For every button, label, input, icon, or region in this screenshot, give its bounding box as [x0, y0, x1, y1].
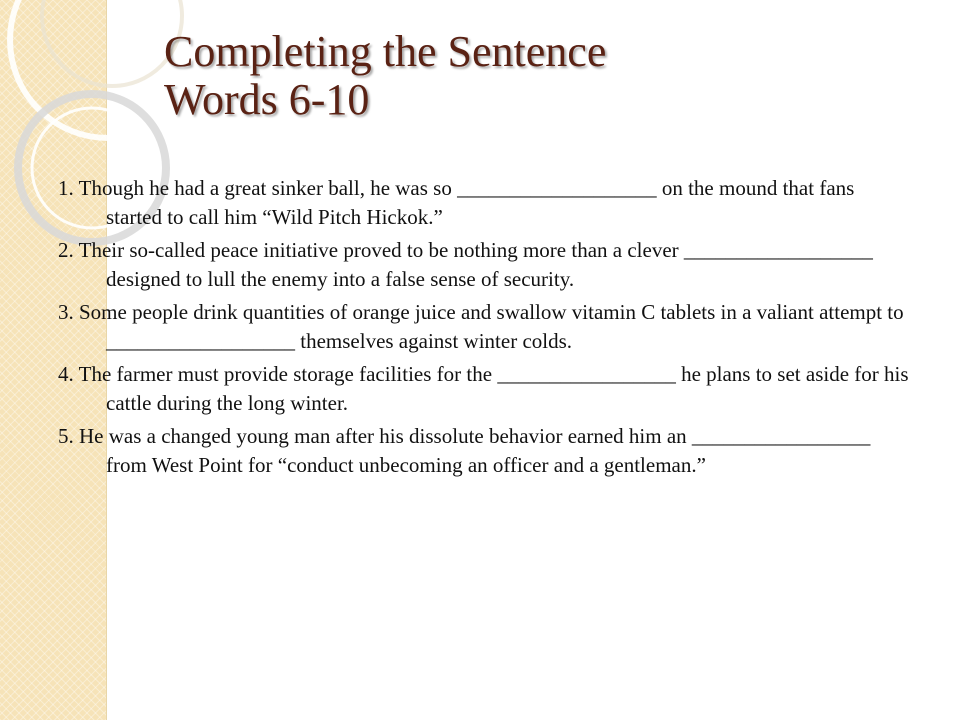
- sentence-text-after: themselves against winter colds.: [295, 329, 573, 353]
- sentence-text-before: 5. He was a changed young man after his dissolute behavior earned him an: [58, 424, 692, 448]
- sentence-item-4: [58, 360, 914, 418]
- sentence-text-after: designed to lull the enemy into a false sense of security.: [106, 267, 575, 291]
- sentence-text-after: he plans to set aside for his cattle during the long winter.: [106, 362, 909, 415]
- decorative-circle-accent: [42, 0, 182, 86]
- answer-blank: ___________________: [457, 176, 657, 200]
- sentence-item-3: [58, 298, 914, 356]
- sentence-text-before: 4. The farmer must provide storage facilities for the: [58, 362, 498, 386]
- slide-title: [164, 28, 606, 124]
- slide-title-line-2: Words 6-10: [164, 75, 370, 124]
- sentence-text-before: 2. Their so-called peace initiative proved to be nothing more than a clever: [58, 238, 684, 262]
- answer-blank: _________________: [497, 362, 676, 386]
- sentence-item-1: [58, 174, 914, 232]
- sentence-item-5: [58, 422, 914, 480]
- answer-blank: __________________: [683, 238, 873, 262]
- sentence-item-2: [58, 236, 914, 294]
- answer-blank: _________________: [691, 424, 871, 448]
- answer-blank: __________________: [106, 329, 295, 353]
- sentence-text-after: on the mound that fans started to call him “Wild Pitch Hickok.”: [106, 176, 855, 229]
- sentence-list: [58, 174, 914, 484]
- sentence-text-before: 1. Though he had a great sinker ball, he was so: [58, 176, 458, 200]
- sentence-text-before: 3. Some people drink quantities of orange juice and swallow vitamin C tablets in a valiant attempt to: [58, 300, 904, 324]
- slide-title-line-1: Completing the Sentence: [164, 27, 607, 76]
- sentence-text-after: from West Point for “conduct unbecoming an officer and a gentleman.”: [106, 453, 706, 477]
